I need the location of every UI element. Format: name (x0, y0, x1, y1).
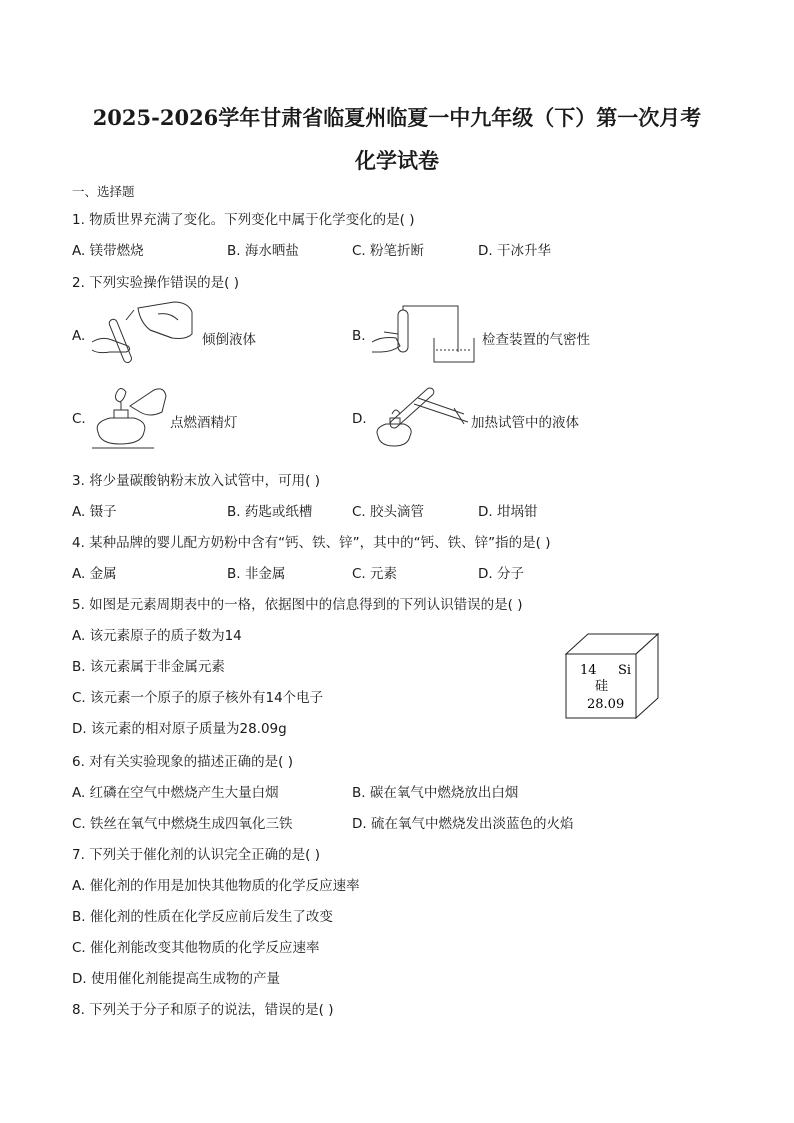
q7-option-d: D. 使用催化剂能提高生成物的产量 (72, 971, 280, 987)
q2-option-a-letter: A. (72, 328, 86, 344)
q1-option-c: C. 粉笔折断 (352, 243, 425, 259)
q6-option-b: B. 碳在氧气中燃烧放出白烟 (352, 785, 519, 801)
q4-option-c: C. 元素 (352, 566, 398, 582)
q7-option-c: C. 催化剂能改变其他物质的化学反应速率 (72, 940, 320, 956)
q2-option-c-letter: C. (72, 411, 86, 427)
element-atomic-number: 14 (580, 663, 597, 678)
question-3-stem: 3. 将少量碳酸钠粉末放入试管中，可用( ) (72, 473, 320, 489)
q7-option-b: B. 催化剂的性质在化学反应前后发生了改变 (72, 909, 333, 925)
q6-option-c: C. 铁丝在氧气中燃烧生成四氧化三铁 (72, 816, 293, 832)
element-atomic-mass: 28.09 (587, 697, 625, 712)
q1-option-a: A. 镁带燃烧 (72, 243, 144, 259)
q5-option-b: B. 该元素属于非金属元素 (72, 659, 225, 675)
q6-option-d: D. 硫在氧气中燃烧发出淡蓝色的火焰 (352, 816, 574, 832)
q2-option-d-label: 加热试管中的液体 (471, 415, 579, 431)
exam-subtitle: 化学试卷 (355, 148, 439, 173)
q3-option-a: A. 镊子 (72, 504, 117, 520)
question-8-stem: 8. 下列关于分子和原子的说法，错误的是( ) (72, 1002, 334, 1018)
question-2-stem: 2. 下列实验操作错误的是( ) (72, 275, 239, 291)
pouring-liquid-figure (88, 300, 200, 370)
heating-test-tube-figure (368, 378, 472, 454)
question-6-stem: 6. 对有关实验现象的描述正确的是( ) (72, 754, 293, 770)
question-1-stem: 1. 物质世界充满了变化。下列变化中属于化学变化的是( ) (72, 212, 415, 228)
q3-option-d: D. 坩埚钳 (478, 504, 538, 520)
question-7-stem: 7. 下列关于催化剂的认识完全正确的是( ) (72, 847, 320, 863)
q2-option-b-letter: B. (352, 328, 366, 344)
q7-option-a: A. 催化剂的作用是加快其他物质的化学反应速率 (72, 878, 360, 894)
airtightness-check-figure (370, 302, 478, 368)
q4-option-a: A. 金属 (72, 566, 117, 582)
element-symbol: Si (618, 663, 632, 678)
exam-title: 2025-2026学年甘肃省临夏州临夏一中九年级（下）第一次月考 (92, 105, 702, 130)
q6-option-a: A. 红磷在空气中燃烧产生大量白烟 (72, 785, 279, 801)
q2-option-d-letter: D. (352, 411, 367, 427)
q1-option-b: B. 海水晒盐 (227, 243, 299, 259)
q3-option-b: B. 药匙或纸槽 (227, 504, 313, 520)
lighting-alcohol-lamp-figure (90, 382, 170, 452)
question-4-stem: 4. 某种品牌的婴儿配方奶粉中含有“钙、铁、锌”，其中的“钙、铁、锌”指的是( ) (72, 535, 551, 551)
q2-option-a-label: 倾倒液体 (202, 332, 256, 348)
q3-option-c: C. 胶头滴管 (352, 504, 425, 520)
q2-option-b-label: 检查装置的气密性 (482, 332, 590, 348)
q5-option-a: A. 该元素原子的质子数为14 (72, 628, 242, 644)
question-5-stem: 5. 如图是元素周期表中的一格，依据图中的信息得到的下列认识错误的是( ) (72, 597, 523, 613)
q4-option-d: D. 分子 (478, 566, 524, 582)
q1-option-d: D. 干冰升华 (478, 243, 551, 259)
element-cell-figure (562, 632, 662, 722)
q5-option-c: C. 该元素一个原子的原子核外有14个电子 (72, 690, 324, 706)
section-heading: 一、选择题 (72, 184, 135, 199)
q2-option-c-label: 点燃酒精灯 (170, 415, 238, 431)
q4-option-b: B. 非金属 (227, 566, 286, 582)
element-name: 硅 (595, 679, 609, 694)
q5-option-d: D. 该元素的相对原子质量为28.09g (72, 721, 287, 737)
